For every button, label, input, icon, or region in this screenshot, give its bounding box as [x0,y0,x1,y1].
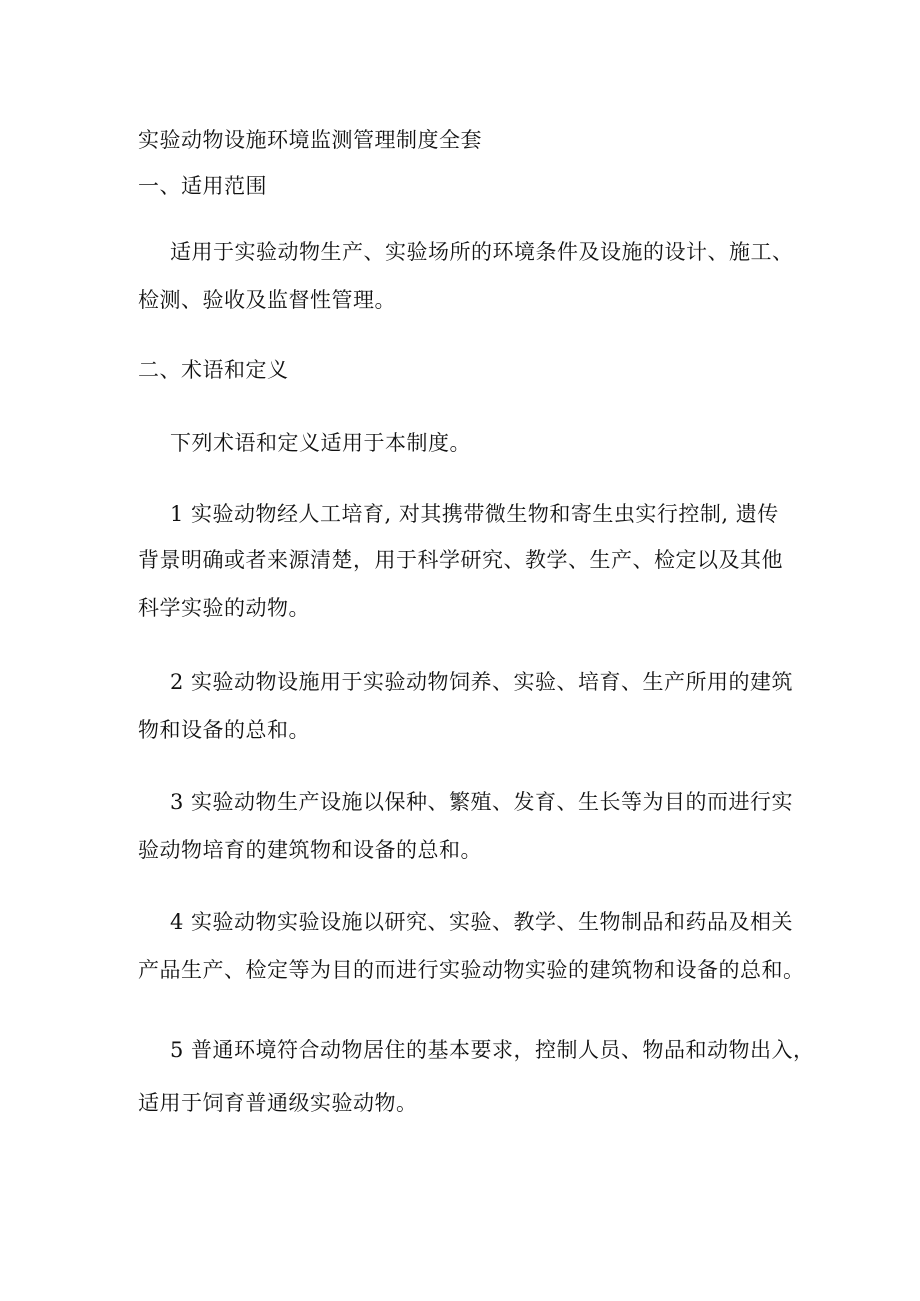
term-2-line-1: 2 实验动物设施用于实验动物饲养、实验、培育、生产所用的建筑 [170,670,794,694]
term-2-line-2: 物和设备的总和。 [138,718,310,742]
section-heading-scope: 一、适用范围 [138,174,267,198]
scope-paragraph-line-2: 检测、验收及监督性管理。 [138,288,396,312]
term-1-line-1: 1 实验动物经人工培育, 对其携带微生物和寄生虫实行控制, 遗传 [170,502,779,526]
document-title: 实验动物设施环境监测管理制度全套 [138,128,482,152]
term-1-line-3: 科学实验的动物。 [138,596,310,620]
term-3-line-2: 验动物培育的建筑物和设备的总和。 [138,838,482,862]
term-4-line-2: 产品生产、检定等为目的而进行实验动物实验的建筑物和设备的总和。 [138,958,805,982]
section-heading-terms: 二、术语和定义 [138,358,289,382]
scope-paragraph-line-1: 适用于实验动物生产、实验场所的环境条件及设施的设计、施工、 [170,240,794,264]
term-1-line-2: 背景明确或者来源清楚，用于科学研究、教学、生产、检定以及其他 [138,548,783,572]
term-5-line-1: 5 普通环境符合动物居住的基本要求，控制人员、物品和动物出入， [170,1038,815,1062]
term-5-line-2: 适用于饲育普通级实验动物。 [138,1091,418,1115]
term-3-line-1: 3 实验动物生产设施以保种、繁殖、发育、生长等为目的而进行实 [170,790,794,814]
term-4-line-1: 4 实验动物实验设施以研究、实验、教学、生物制品和药品及相关 [170,910,794,934]
terms-intro: 下列术语和定义适用于本制度。 [170,431,471,455]
